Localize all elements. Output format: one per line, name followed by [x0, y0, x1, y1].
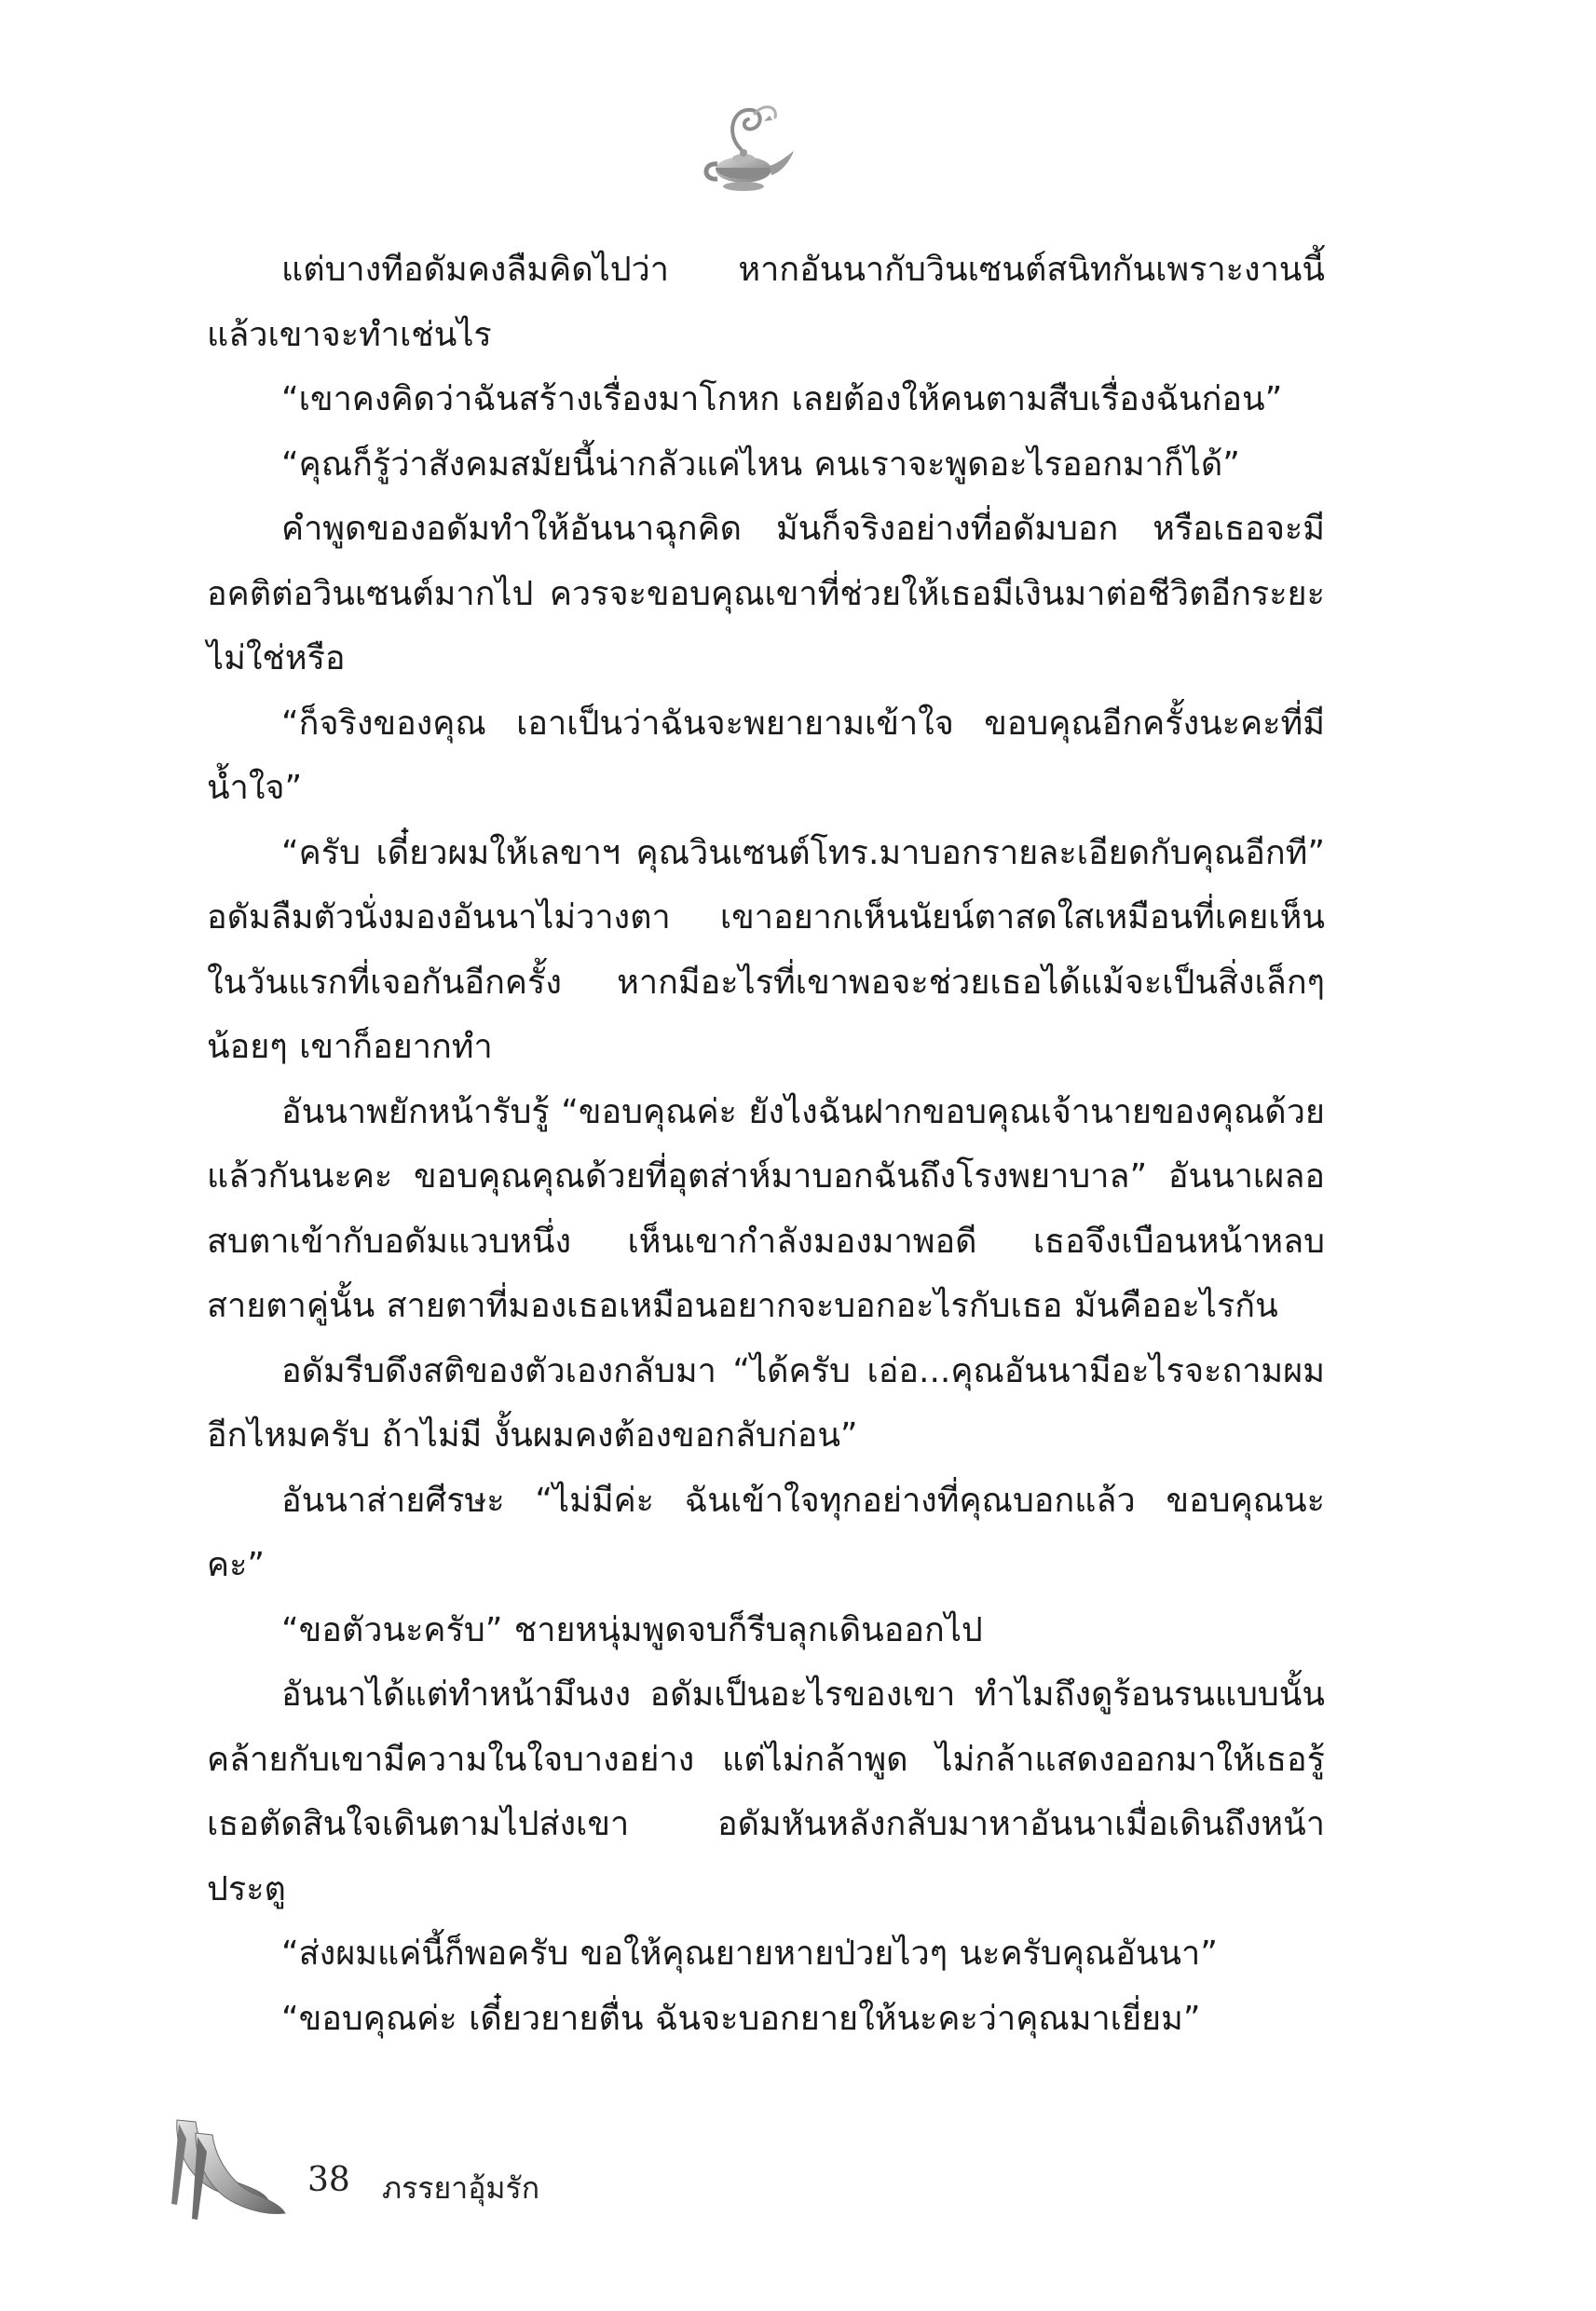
- paragraph: “ครับ เดี๋ยวผมให้เลขาฯ คุณวินเซนต์โทร.มาบอกรายละเอียดกับคุณอีกที” อดัมลืมตัวนั่งมองอันนาไม่วางตา เขาอยากเห็นนัยน์ตาสดใสเหมือนที่เคยเห็นในวันแรกที่เจอกันอีกครั้ง หากมีอะไรที่เขาพอจะช่วยเธอได้แม้จะเป็นสิ่งเล็กๆ น้อยๆ เขาก็อยากทำ: [207, 833, 1325, 1066]
- paragraph: “ส่งผมแค่นี้ก็พอครับ ขอให้คุณยายหายป่วยไวๆ นะครับคุณอันนา”: [281, 1935, 1218, 1973]
- body-text: [207, 238, 1325, 2051]
- high-heel-shoes-icon: [158, 2101, 289, 2232]
- paragraph: “คุณก็รู้ว่าสังคมสมัยนี้น่ากลัวแค่ไหน คนเราจะพูดอะไรออกมาก็ได้”: [281, 444, 1240, 484]
- teapot-ornament-icon: [689, 93, 801, 205]
- paragraph: “ขอบคุณค่ะ เดี๋ยวยายตื่น ฉันจะบอกยายให้นะคะว่าคุณมาเยี่ยม”: [281, 1999, 1201, 2038]
- paragraph: “เขาคงคิดว่าฉันสร้างเรื่องมาโกหก เลยต้องให้คนตามสืบเรื่องฉันก่อน”: [281, 380, 1283, 418]
- page-footer: [158, 2101, 811, 2241]
- paragraph: “ก็จริงของคุณ เอาเป็นว่าฉันจะพยายามเข้าใจ ขอบคุณอีกครั้งนะคะที่มีน้ำใจ”: [207, 704, 1325, 807]
- paragraph: แต่บางทีอดัมคงลืมคิดไปว่า หากอันนากับวินเซนต์สนิทกันเพราะงานนี้ แล้วเขาจะทำเช่นไร: [207, 251, 1325, 354]
- paragraph: อันนาพยักหน้ารับรู้ “ขอบคุณค่ะ ยังไงฉันฝากขอบคุณเจ้านายของคุณด้วยแล้วกันนะคะ ขอบคุณคุณด้วยที่อุตส่าห์มาบอกฉันถึงโรงพยาบาล” อันนาเผลอสบตาเข้ากับอดัมแวบหนึ่ง เห็นเขากำลังมองมาพอดี เธอจึงเบือนหน้าหลบสายตาคู่นั้น สายตาที่มองเธอเหมือนอยากจะบอกอะไรกับเธอ มันคืออะไรกัน: [207, 1092, 1325, 1325]
- page-number: 38: [307, 2161, 350, 2199]
- paragraph: อันนาส่ายศีรษะ “ไม่มีค่ะ ฉันเข้าใจทุกอย่างที่คุณบอกแล้ว ขอบคุณนะคะ”: [207, 1481, 1325, 1584]
- book-title: ภรรยาอุ้มรัก: [382, 2170, 540, 2206]
- paragraph: คำพูดของอดัมทำให้อันนาฉุกคิด มันก็จริงอย่างที่อดัมบอก หรือเธอจะมีอคติต่อวินเซนต์มากไป ควรจะขอบคุณเขาที่ช่วยให้เธอมีเงินมาต่อชีวิตอีกระยะไม่ใช่หรือ: [207, 510, 1325, 677]
- paragraph: อันนาได้แต่ทำหน้ามึนงง อดัมเป็นอะไรของเขา ทำไมถึงดูร้อนรนแบบนั้น คล้ายกับเขามีความในใจบางอย่าง แต่ไม่กล้าพูด ไม่กล้าแสดงออกมาให้เธอรู้ เธอตัดสินใจเดินตามไปส่งเขา อดัมหันหลังกลับมาหาอันนาเมื่อเดินถึงหน้าประตู: [207, 1675, 1325, 1908]
- paragraph: อดัมรีบดึงสติของตัวเองกลับมา “ได้ครับ เอ่อ...คุณอันนามีอะไรจะถามผมอีกไหมครับ ถ้าไม่มี งั้นผมคงต้องขอกลับก่อน”: [207, 1351, 1325, 1455]
- paragraph: “ขอตัวนะครับ” ชายหนุ่มพูดจบก็รีบลุกเดินออกไป: [281, 1610, 983, 1649]
